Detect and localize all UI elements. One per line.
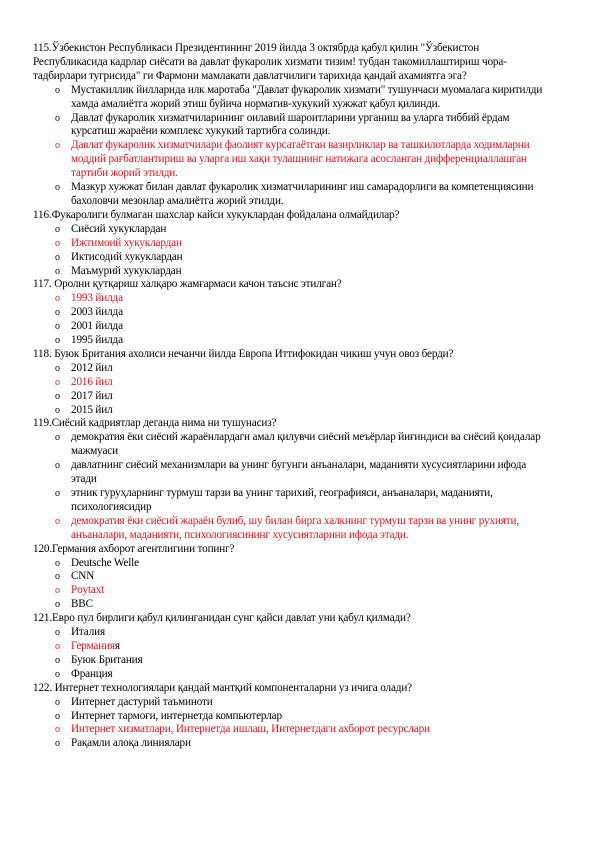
answer-option [33, 404, 545, 418]
question-block [33, 42, 545, 209]
answer-option-text: Poytaxt [71, 584, 105, 597]
bullet-icon: o [55, 293, 60, 305]
answer-option [33, 223, 545, 237]
answer-option-text: 2017 йил [71, 389, 113, 402]
bullet-icon: o [55, 182, 60, 194]
bullet-icon: o [55, 265, 60, 277]
bullet-icon: o [55, 557, 60, 569]
bullet-icon: o [55, 112, 60, 124]
answer-option-text: этник гуруҳларнинг турмуш тарзи ва унинг тарихий, географияси, анъаналари, маданияти, психологиясидир [71, 487, 493, 513]
bullet-icon: o [55, 223, 60, 235]
question-block [33, 682, 545, 752]
answer-option [33, 320, 545, 334]
question-text: 121.Евро пул бирлиги қабул қилинганидан сунг қайси давлат уни қабул қилмади? [33, 612, 411, 625]
answer-option [33, 459, 545, 487]
bullet-icon: o [55, 640, 60, 652]
answer-option [33, 570, 545, 584]
bullet-icon: o [55, 724, 60, 736]
answer-option-correct [33, 515, 545, 543]
bullet-icon: o [55, 404, 60, 416]
bullet-icon: o [55, 585, 60, 597]
question-block [33, 209, 545, 279]
bullet-icon: o [55, 390, 60, 402]
answer-option-correct [33, 376, 545, 390]
bullet-icon: o [55, 362, 60, 374]
answer-option-text: 2016 йил [71, 375, 113, 388]
answer-option-correct [33, 640, 545, 654]
bullet-icon: o [55, 710, 60, 722]
bullet-icon: o [55, 251, 60, 263]
answer-options [33, 431, 545, 542]
answer-option-text: Интернет хизматлари, Интернетда ишлаш, Интернетдаги ахборот ресурслари [71, 723, 430, 736]
question-block [33, 543, 545, 613]
answer-options [33, 292, 545, 348]
bullet-icon: o [55, 571, 60, 583]
bullet-icon: o [55, 654, 60, 666]
bullet-icon: o [55, 140, 60, 152]
bullet-icon: o [55, 376, 60, 388]
answer-option-text: Иктисодий хукуклардан [71, 250, 183, 263]
answer-option-text: Давлат фукаролик хизматчилари фаолият курсатаётган вазирликлар ва ташкилотларда ходимларни моддий рағбатлантириш ва уларга иш хақи тулашнинг натижага асосланган дифференциаллашган тартиби жорий этилди. [71, 139, 530, 180]
question-block [33, 278, 545, 348]
answer-option-text: 2001 йилда [71, 320, 123, 333]
answer-option [33, 710, 545, 724]
answer-option-text: давлатнинг сиёсий механизмлари ва унинг бугунги анъаналари, маданияти хусусиятларини ифода этади [71, 459, 527, 486]
question-text: 122. Интернет технологиялари қандай мантқий компоненталарни уз ичига олади? [33, 681, 412, 694]
question-text: 117. Оролни қутқариш халқаро жамғармаси качон таъсис этилган? [33, 278, 342, 291]
answer-option-text: демократия ёки сиёсий жараён булиб, шу билан бирга халкнинг турмуш тарзи ва унинг рухияти, анъаналари, маданияти, психологиясининг хусусиятларини ифода этади. [71, 514, 519, 541]
answer-options [33, 84, 545, 209]
answer-option-text: демократия ёки сиёсий жараёнлардаги амал қилувчи сиёсий меъёрлар йиғиндиси ва сиёсий қоидалар мажмуаси [71, 431, 541, 458]
question-document [33, 42, 545, 751]
answer-option-correct [33, 584, 545, 598]
bullet-icon: o [55, 599, 60, 611]
bullet-icon: o [55, 515, 60, 527]
answer-option-text: Интернет дастурий таъминоти [71, 695, 213, 708]
question-text: 120.Германия ахборот агентлигини топинг? [33, 542, 235, 555]
answer-option-text: CNN [71, 570, 95, 583]
answer-option [33, 84, 545, 112]
answer-option [33, 696, 545, 710]
answer-option-correct [33, 139, 545, 181]
answer-options [33, 223, 545, 279]
bullet-icon: o [55, 738, 60, 750]
answer-option-text: Интернет тармоғи, интернетда компьютерлар [71, 709, 282, 722]
answer-option [33, 431, 545, 459]
answer-option-text: Франция [71, 667, 113, 680]
question-text: 115.Ўзбекистон Республикаси Президентининг 2019 йилда 3 октябрда қабул қилин "Ўзбекистон Республикасида кадрлар сиёсати ва давлат фукаролик хизмати тизим! тубдан такомиллаштириш чора-тадбирлари тугрисида" ги Фармони мамлакати давлатчилиги тарихида қандай ахамиятга эга? [33, 42, 507, 82]
answer-option [33, 487, 545, 515]
answer-option-text: 2015 йил [71, 403, 113, 416]
answer-option-text: 1993 йилда [71, 292, 123, 305]
answer-option-text: Мазкур хужжат билан давлат фукаролик хизматчиларининг иш самарадорлиги ва компетенциясини бахоловчи мезонлар амалиётга жорий этилди. [71, 181, 534, 207]
bullet-icon: o [55, 432, 60, 444]
question-block [33, 417, 545, 542]
answer-option-text: Ижтимоий хукуклардан [71, 236, 182, 249]
answer-option-text: Буюк Британия [71, 653, 143, 666]
answer-option [33, 362, 545, 376]
answer-option [33, 390, 545, 404]
answer-option [33, 265, 545, 279]
answer-option [33, 181, 545, 209]
answer-option [33, 334, 545, 348]
answer-option [33, 251, 545, 265]
answer-option-text: Мустакиллик йилларида илк маротаба "Давлат фукаролик хизмати" тушунчаси муомалага киритилди хамда амалиётга жорий этиш буйича норматив-хукукий хужжат қабул қилинди. [71, 83, 543, 110]
answer-options [33, 362, 545, 418]
answer-option-suffix: я [114, 639, 120, 652]
answer-option-correct [33, 237, 545, 251]
bullet-icon: o [55, 307, 60, 319]
answer-options [33, 626, 545, 682]
answer-options [33, 557, 545, 613]
answer-option-text: Италия [71, 626, 105, 639]
bullet-icon: o [55, 488, 60, 499]
question-text: 119.Сиёсий кадриятлар деганда нима ни тушунасиз? [33, 417, 277, 430]
bullet-icon: o [55, 696, 60, 708]
bullet-icon: o [55, 84, 60, 96]
answer-option-text: Сиёсий хукуклардан [71, 222, 167, 235]
answer-option-text: Deutsche Welle [71, 556, 139, 569]
bullet-icon: o [55, 460, 60, 472]
answer-option [33, 737, 545, 751]
bullet-icon: o [55, 321, 60, 333]
answer-option-text: Давлат фукаролик хизматчиларининг оилавий шароитларини урганиш ва уларга тиббий ёрдам курсатиш жараёни комплекс хукукий тартибга солинди. [71, 111, 510, 138]
bullet-icon: o [55, 668, 60, 680]
answer-option [33, 598, 545, 612]
question-text: 118. Буюк Британия ахолиси нечанчи йилда Европа Иттифокидан чикиш учун овоз берди? [33, 347, 454, 360]
answer-option-text: Германия [71, 639, 115, 652]
question-text: 116.Фукаролиги булмаган шахслар кайси хукуклардан фойдалана олмайдилар? [33, 208, 400, 221]
answer-option-text: 2003 йилда [71, 306, 123, 319]
answer-option [33, 112, 545, 140]
answer-option [33, 654, 545, 668]
answer-option [33, 668, 545, 682]
question-block [33, 348, 545, 418]
answer-option [33, 557, 545, 571]
bullet-icon: o [55, 335, 60, 347]
answer-options [33, 696, 545, 752]
answer-option-correct [33, 292, 545, 306]
answer-option [33, 306, 545, 320]
answer-option-text: 2012 йил [71, 361, 113, 374]
bullet-icon: o [55, 237, 60, 249]
question-block [33, 612, 545, 682]
answer-option-correct [33, 723, 545, 737]
answer-option-text: Маъмурий хукуклардан [71, 264, 182, 277]
bullet-icon: o [55, 627, 60, 639]
answer-option-text: 1995 йилда [71, 334, 123, 347]
answer-option-text: Рақамли алоқа линиялари [71, 737, 191, 750]
answer-option [33, 626, 545, 640]
answer-option-text: BBC [71, 598, 93, 611]
